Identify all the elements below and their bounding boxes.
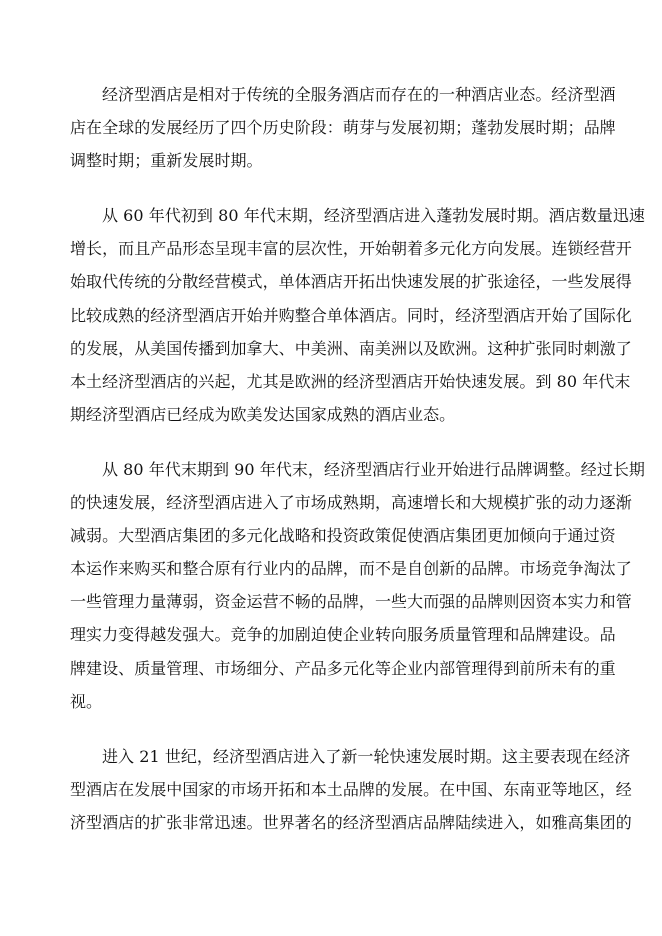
text-line: 进入 21 世纪，经济型酒店进入了新一轮快速发展时期。这主要表现在经济 <box>102 746 631 766</box>
paragraph-4 <box>70 740 632 839</box>
document-body <box>70 78 645 861</box>
text-line: 从 60 年代初到 80 年代末期，经济型酒店进入蓬勃发展时期。酒店数量迅速 <box>102 206 645 226</box>
text-line: 的快速发展，经济型酒店进入了市场成熟期，高速增长和大规模扩张的动力逐渐 <box>70 493 632 513</box>
text-line: 的发展，从美国传播到加拿大、中美洲、南美洲以及欧洲。这种扩张同时刺激了 <box>70 338 632 358</box>
paragraph-3 <box>70 453 645 718</box>
text-line: 期经济型酒店已经成为欧美发达国家成熟的酒店业态。 <box>70 404 456 424</box>
paragraph-2 <box>70 199 645 431</box>
text-line: 减弱。大型酒店集团的多元化战略和投资政策促使酒店集团更加倾向于通过资 <box>70 526 616 546</box>
text-line: 牌建设、质量管理、市场细分、产品多元化等企业内部管理得到前所未有的重 <box>70 658 616 678</box>
text-line: 型酒店在发展中国家的市场开拓和本土品牌的发展。在中国、东南亚等地区，经 <box>70 779 632 799</box>
text-line: 济型酒店的扩张非常迅速。世界著名的经济型酒店品牌陆续进入，如雅高集团的 <box>70 812 632 832</box>
paragraph-1 <box>70 78 616 177</box>
text-line: 增长，而且产品形态呈现丰富的层次性，开始朝着多元化方向发展。连锁经营开 <box>70 239 632 259</box>
text-line: 一些管理力量薄弱，资金运营不畅的品牌，一些大而强的品牌则因资本实力和管 <box>70 592 632 612</box>
text-line: 理实力变得越发强大。竞争的加剧迫使企业转向服务质量管理和品牌建设。品 <box>70 625 616 645</box>
text-line: 本运作来购买和整合原有行业内的品牌，而不是自创新的品牌。市场竞争淘汰了 <box>70 559 632 579</box>
text-line: 始取代传统的分散经营模式，单体酒店开拓出快速发展的扩张途径，一些发展得 <box>70 272 632 292</box>
text-line: 店在全球的发展经历了四个历史阶段：萌芽与发展初期；蓬勃发展时期；品牌 <box>70 118 616 138</box>
text-line: 调整时期；重新发展时期。 <box>70 151 263 171</box>
text-line: 视。 <box>70 691 103 711</box>
text-line: 经济型酒店是相对于传统的全服务酒店而存在的一种酒店业态。经济型酒 <box>102 85 616 104</box>
text-line: 比较成熟的经济型酒店开始并购整合单体酒店。同时，经济型酒店开始了国际化 <box>70 305 632 325</box>
text-line: 本土经济型酒店的兴起，尤其是欧洲的经济型酒店开始快速发展。到 80 年代末 <box>70 371 631 391</box>
text-line: 从 80 年代末期到 90 年代末，经济型酒店行业开始进行品牌调整。经过长期 <box>102 459 645 479</box>
